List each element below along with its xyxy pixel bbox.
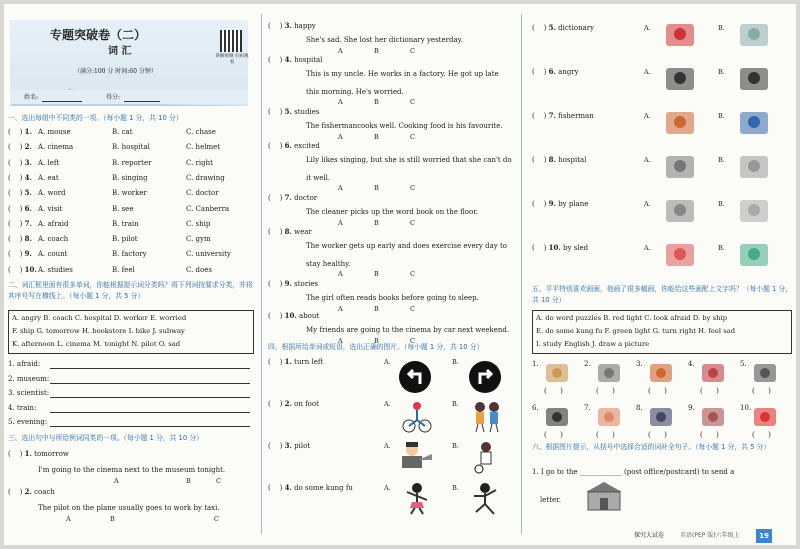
answer-blank[interactable]: ( ) bbox=[544, 431, 563, 439]
question-text: pilot bbox=[294, 442, 311, 450]
question-row bbox=[8, 143, 32, 152]
answer-blank[interactable]: ( ) bbox=[648, 387, 667, 395]
word-box-line: E. do some kung fu F. green light G. turn right H. feel sad bbox=[536, 327, 736, 335]
question-sentence: The fishermancooks well. Cooking food is his favourite. bbox=[306, 122, 503, 130]
question-row bbox=[8, 174, 32, 183]
option-marker: C bbox=[410, 305, 415, 313]
question-row: ( ) 1. tomorrow bbox=[8, 449, 69, 458]
page-number: 19 bbox=[756, 529, 772, 543]
keyword: studies bbox=[294, 108, 320, 116]
qr-code-icon[interactable] bbox=[220, 30, 242, 52]
question-sentence: The cleaner picks up the word book on the floor. bbox=[306, 208, 479, 216]
factory-icon[interactable] bbox=[662, 150, 698, 182]
option-c[interactable]: C. does bbox=[186, 265, 212, 274]
classification-prompt: 5. evening: bbox=[8, 418, 48, 426]
answer-blank[interactable]: ( ) bbox=[532, 68, 547, 76]
picture-number: 3. bbox=[636, 360, 643, 368]
qr-caption: 讲解视频 扫码观看 bbox=[215, 54, 249, 65]
drawing-picture-icon bbox=[648, 362, 674, 384]
question-text: on foot bbox=[294, 400, 319, 408]
answer-blank[interactable]: ( ) bbox=[532, 200, 547, 208]
option-marker: B bbox=[374, 184, 379, 192]
option-marker: A. bbox=[644, 24, 651, 32]
picture-number: 7. bbox=[584, 404, 591, 412]
question-number: 3. bbox=[24, 157, 32, 167]
question-text: do some kung fu bbox=[294, 484, 353, 492]
girl-dancing-icon[interactable] bbox=[402, 482, 432, 518]
question-number: 3. bbox=[284, 21, 292, 30]
option-marker: B bbox=[374, 47, 379, 55]
question-number: 4. bbox=[24, 172, 32, 182]
keyword: excited bbox=[294, 142, 320, 150]
question-text: turn left bbox=[294, 358, 324, 366]
question-number: 7. bbox=[548, 111, 556, 120]
word-box-line: A. do word puzzles B. red light C. look afraid D. by ship bbox=[536, 314, 728, 322]
option-marker: A. bbox=[644, 68, 651, 76]
turn-left-sign-icon[interactable] bbox=[398, 360, 432, 394]
option-marker: C bbox=[410, 98, 415, 106]
classification-prompt: 1. afraid: bbox=[8, 360, 41, 368]
answer-blank[interactable]: ( ) bbox=[532, 244, 547, 252]
question-sentence: This is my uncle. He works in a factory. He got up late bbox=[306, 70, 499, 78]
option-b[interactable]: B. cat bbox=[112, 128, 133, 136]
picture-number: 10. bbox=[740, 404, 752, 412]
option-marker: B. bbox=[718, 112, 725, 120]
question-row: ( ) 2. coach bbox=[8, 487, 55, 496]
option-b[interactable]: B. reporter bbox=[112, 158, 152, 167]
question-row bbox=[8, 128, 32, 137]
name-score-bar bbox=[10, 90, 248, 104]
angry-face-icon[interactable] bbox=[662, 62, 698, 94]
question-number: 5. bbox=[548, 23, 556, 32]
option-a[interactable]: A. word bbox=[38, 189, 66, 198]
answer-blank[interactable]: ( ) bbox=[268, 56, 283, 64]
drawing-picture-icon bbox=[648, 406, 674, 428]
post-office-icon bbox=[582, 480, 626, 512]
question-row bbox=[8, 205, 32, 214]
option-a[interactable]: A. coach bbox=[38, 235, 69, 244]
question-row bbox=[8, 250, 32, 259]
word-box-line: K. afternoon L. cinema M. tonight N. pilot O. sad bbox=[12, 340, 181, 348]
option-a[interactable]: A. mouse bbox=[38, 128, 71, 136]
option-marker: B bbox=[374, 219, 379, 227]
question-number: 6. bbox=[24, 203, 32, 213]
option-b[interactable]: B. singing bbox=[112, 173, 148, 182]
option-marker: B bbox=[374, 305, 379, 313]
column-divider bbox=[521, 14, 522, 534]
answer-blank[interactable]: ( ) bbox=[532, 156, 547, 164]
question-row bbox=[268, 312, 319, 321]
answer-blank[interactable]: ( ) bbox=[8, 128, 23, 136]
answer-blank[interactable]: ( ) bbox=[8, 158, 23, 167]
drawing-picture-icon bbox=[700, 362, 726, 384]
option-marker: C bbox=[410, 47, 415, 55]
picture-number: 4. bbox=[688, 360, 695, 368]
answer-blank[interactable]: ( ) bbox=[596, 387, 615, 395]
drawing-picture-icon bbox=[752, 362, 778, 384]
score-info: （满分:100 分 时间:60 分钟） bbox=[74, 68, 157, 75]
option-marker: A. bbox=[644, 244, 651, 252]
answer-blank[interactable]: ( ) bbox=[268, 228, 283, 236]
question-row: ( ) 1. turn left bbox=[268, 357, 324, 366]
question-number: 3. bbox=[284, 441, 292, 450]
answer-blank[interactable]: ( ) bbox=[596, 431, 615, 439]
question-row bbox=[532, 244, 588, 253]
question-row bbox=[532, 68, 579, 77]
question-number: 1. bbox=[24, 449, 32, 458]
pilot-icon[interactable] bbox=[400, 440, 434, 472]
section-1-title: 一、选出每组中不同类的一项。（每小题 1 分，共 10 分） bbox=[8, 114, 183, 122]
column-divider bbox=[261, 14, 262, 534]
question-row bbox=[8, 220, 32, 229]
turn-right-sign-icon[interactable] bbox=[468, 360, 502, 394]
option-b[interactable]: B. hospital bbox=[112, 143, 150, 152]
question-row bbox=[268, 142, 320, 151]
option-marker: B. bbox=[718, 244, 725, 252]
question-sentence-cont: stay healthy. bbox=[306, 260, 351, 268]
option-c[interactable]: C. ship bbox=[186, 219, 211, 228]
question-row: ( ) 3. pilot bbox=[268, 441, 311, 450]
option-marker: B. bbox=[718, 68, 725, 76]
question-sentence: The worker gets up early and does exercise every day to bbox=[306, 242, 507, 250]
question-text: by sled bbox=[563, 244, 589, 252]
answer-blank[interactable]: ( ) bbox=[268, 312, 283, 320]
option-c[interactable]: C. chase bbox=[186, 128, 216, 136]
keyword: doctor bbox=[294, 194, 318, 202]
section-2-title: 二、词汇框里面有很多单词，你能根据提示词分类吗？将下列词按要求分类，并将其序号写在横线上。（每小题 1 分，共 5 分） bbox=[8, 281, 253, 300]
picture-number: 2. bbox=[584, 360, 591, 368]
drawing-picture-icon bbox=[752, 406, 778, 428]
answer-blank[interactable]: ( ) bbox=[8, 219, 23, 228]
answer-line[interactable] bbox=[50, 368, 250, 369]
column-1: 专题突破卷（二） 词 汇 （满分:100 分 时间:60 分钟） 讲解视频 扫码观看 姓名: 得分: 一、选出每组中不同类的一项。（每小题 1 分，共 10 分） ( ) 1. A. mouse B. cat C. chase ( ) 2. A. cinema B. hospital C. helmet ( ) 3. A. left B. reporter C. right ( ) 4. A. eat B. singing C. drawing ( ) 5. A. word B. worker C. doctor ( ) 6. A. visit B. see C. Canberra ( ) 7. A. afraid B. train C. ship ( ) 8. A. coach B. pilot C. gym ( ) 9. A. count B. factory C. university ( ) 10. A. studies B. feel C. does 二、词汇框里面有很多单词，你能根据提示词分类吗？将下列词按要求分类，并将其序号写在横线上。（每小题 1 分，共 5 分） A. angry B. coach C. hospital D. worker E. worried F. ship G. tomorrow H. bookstore I. bike J. subway K. afternoon L. cinema M. tonight N. pilot O. sad 1. afraid: 2. museum: 3. scientist: 4. train: 5. evening: 三、选出句中与所给例词同类的一项。（每小题 1 分，共 10 分） ( ) 1. tomorrow I'm going to the cinema next to the museum tonight. A B C ( ) 2. coach The pilot on the plane usually goes to work by taxi. A B C bbox=[4, 4, 258, 545]
picture-number: 9. bbox=[688, 404, 695, 412]
drawing-picture-icon bbox=[596, 362, 622, 384]
option-c[interactable]: C. university bbox=[186, 250, 231, 259]
picture-number: 5. bbox=[740, 360, 747, 368]
option-marker: C bbox=[410, 270, 415, 278]
keyword: about bbox=[299, 312, 320, 320]
option-c[interactable]: C. doctor bbox=[186, 189, 219, 198]
keyword: happy bbox=[294, 22, 316, 30]
question-number: 2. bbox=[24, 487, 32, 496]
answer-blank[interactable]: ( ) bbox=[752, 387, 771, 395]
option-a[interactable]: A. eat bbox=[38, 173, 59, 182]
section-5-title: 五、平平特别喜欢画画，他画了很多幅画，你能给这些画配上文字吗？（每小题 1 分，共 10 分） bbox=[532, 285, 793, 304]
option-marker: B bbox=[374, 337, 379, 345]
answer-blank[interactable]: ( ) bbox=[700, 387, 719, 395]
score-field[interactable] bbox=[124, 101, 160, 102]
question-row bbox=[532, 200, 588, 209]
question-number: 5. bbox=[284, 107, 292, 116]
question-text: angry bbox=[558, 68, 579, 76]
drawing-picture-icon bbox=[544, 406, 570, 428]
drawing-picture-icon bbox=[700, 406, 726, 428]
section-4-title: 四、根据所给单词或短语，选出正确的图片。（每小题 1 分，共 10 分） bbox=[268, 343, 484, 351]
question-row bbox=[268, 56, 322, 65]
option-c[interactable]: C. right bbox=[186, 158, 213, 167]
question-sentence: She's sad. She lost her dictionary yesterday. bbox=[306, 36, 463, 44]
cyclist-icon[interactable] bbox=[402, 400, 432, 434]
question-row bbox=[8, 266, 37, 275]
option-b[interactable]: B. worker bbox=[112, 189, 147, 198]
option-marker: B bbox=[374, 98, 379, 106]
football-coach-icon[interactable] bbox=[470, 440, 502, 474]
picture-number: 6. bbox=[532, 404, 539, 412]
question-text: by plane bbox=[558, 200, 589, 208]
question-number: 10. bbox=[284, 311, 297, 320]
word-box-section2 bbox=[8, 310, 254, 354]
answer-blank[interactable]: ( ) bbox=[532, 24, 547, 32]
answer-blank[interactable]: ( ) bbox=[8, 204, 23, 213]
option-marker: B. bbox=[718, 156, 725, 164]
question-number: 2. bbox=[284, 399, 292, 408]
answer-blank[interactable]: ( ) bbox=[648, 431, 667, 439]
question-number: 2. bbox=[24, 142, 32, 152]
question-number: 4. bbox=[284, 55, 292, 64]
dictionary-book-icon[interactable] bbox=[662, 18, 698, 50]
option-marker: A. bbox=[644, 156, 651, 164]
picture-number: 1. bbox=[532, 360, 539, 368]
option-b[interactable]: B. see bbox=[112, 204, 134, 213]
option-b[interactable]: B. factory bbox=[112, 250, 147, 259]
keyword: tomorrow bbox=[34, 450, 69, 458]
answer-line[interactable] bbox=[50, 412, 250, 413]
question-number: 10. bbox=[548, 243, 561, 252]
question-row bbox=[8, 159, 32, 168]
question-number: 8. bbox=[548, 155, 556, 164]
question-number: 9. bbox=[284, 279, 292, 288]
question-number: 7. bbox=[24, 218, 32, 228]
option-c[interactable]: C. drawing bbox=[186, 173, 225, 182]
question-number: 8. bbox=[24, 234, 32, 244]
question-number: 9. bbox=[548, 199, 556, 208]
question-sentence: My friends are going to the cinema by car next weekend. bbox=[306, 326, 510, 334]
option-c[interactable]: C. Canberra bbox=[186, 204, 230, 213]
answer-blank[interactable]: ( ) bbox=[8, 189, 23, 198]
option-marker: A bbox=[338, 184, 343, 192]
question-row bbox=[532, 24, 594, 33]
fill-in-sentence: 1. I go to the ____________ (post office/postcard) to send a bbox=[532, 468, 735, 476]
word-box-line: I. study English J. draw a picture bbox=[536, 340, 650, 348]
classification-prompt: 4. train: bbox=[8, 403, 37, 412]
cook-icon[interactable] bbox=[662, 106, 698, 138]
question-sentence-cont: this morning. He's worried. bbox=[306, 88, 404, 96]
option-marker: B bbox=[374, 133, 379, 141]
picture-number: 8. bbox=[636, 404, 643, 412]
question-number: 8. bbox=[284, 227, 292, 236]
question-row bbox=[268, 108, 320, 117]
plane-icon[interactable] bbox=[736, 194, 772, 226]
train-icon[interactable] bbox=[662, 194, 698, 226]
answer-blank[interactable]: ( ) bbox=[752, 431, 771, 439]
footer-subject: 英语(PEP 版)六年级上 bbox=[680, 532, 740, 539]
question-row bbox=[532, 112, 594, 121]
exam-subtitle: 词 汇 bbox=[108, 46, 132, 57]
book-stack-icon[interactable] bbox=[736, 18, 772, 50]
option-a[interactable]: A. count bbox=[38, 250, 68, 259]
question-number: 7. bbox=[284, 193, 292, 202]
option-b[interactable]: B. train bbox=[112, 219, 139, 228]
keyword: hospital bbox=[294, 56, 323, 64]
question-sentence: Lily likes singing, but she is still worried that she can't do bbox=[306, 156, 512, 164]
classification-prompt: 2. museum: bbox=[8, 374, 50, 383]
question-sentence: The girl often reads books before going to sleep. bbox=[306, 294, 479, 302]
option-a[interactable]: A. cinema bbox=[38, 143, 74, 152]
option-marker: C bbox=[410, 337, 415, 345]
option-a[interactable]: A. afraid bbox=[38, 219, 69, 228]
keyword: stories bbox=[294, 280, 319, 288]
option-a[interactable]: A. left bbox=[38, 158, 60, 167]
answer-blank[interactable]: ( ) bbox=[544, 387, 563, 395]
question-row bbox=[8, 189, 32, 198]
question-number: 9. bbox=[24, 249, 32, 259]
crying-girl-icon[interactable] bbox=[736, 62, 772, 94]
answer-blank[interactable]: ( ) bbox=[8, 143, 23, 152]
question-row bbox=[268, 280, 318, 289]
option-marker: B. bbox=[718, 200, 725, 208]
question-number: 4. bbox=[284, 483, 292, 492]
kung-fu-boy-icon[interactable] bbox=[470, 482, 500, 518]
question-number: 5. bbox=[24, 188, 32, 198]
option-marker: A bbox=[338, 270, 343, 278]
keyword: wear bbox=[294, 228, 312, 236]
question-text: dictionary bbox=[558, 24, 595, 32]
option-marker: C bbox=[410, 219, 415, 227]
question-row bbox=[8, 235, 32, 244]
option-b[interactable]: B. feel bbox=[112, 265, 135, 274]
answer-blank[interactable]: ( ) bbox=[268, 280, 283, 288]
name-label: 姓名: bbox=[24, 94, 39, 101]
classification-prompt: 3. scientist: bbox=[8, 389, 50, 397]
question-row bbox=[532, 156, 586, 165]
question-row bbox=[268, 22, 316, 31]
children-walking-icon[interactable] bbox=[470, 400, 504, 434]
column-2: ( ) 3. happy She's sad. She lost her dictionary yesterday. A B C ( ) 4. hospital This is my uncle. He works in a factory. He got up late this morning. He's worried. A B C ( ) 5. studies The fishermancooks well. Cooking food is his favourite. A B C ( ) 6. excited Lily likes singing, but she is still worried that she can't do it well. A B C ( ) 7. doctor The cleaner picks up the word book on the floor. A B C ( ) 8. wear The worker gets up early and does exercise every day to stay healthy. A B C ( ) 9. stories The girl often reads books before going to sleep. A B C ( ) 10. about My friends are going to the cinema by car next weekend. A B C 四、根据所给单词或短语，选出正确的图片。（每小题 1 分，共 10 分） ( ) 1. turn left A. B. ( ) 2. on foot A. B. ( ) 3. pilot A. B. ( ) 4. do some kung fu A. B. bbox=[264, 4, 518, 545]
option-marker: A bbox=[338, 337, 343, 345]
answer-blank[interactable]: ( ) bbox=[8, 173, 23, 182]
answer-blank[interactable]: ( ) bbox=[268, 108, 283, 116]
answer-blank[interactable]: ( ) bbox=[8, 250, 23, 259]
fisherman-icon[interactable] bbox=[736, 106, 772, 138]
keyword: coach bbox=[34, 488, 55, 496]
question-row: ( ) 2. on foot bbox=[268, 399, 319, 408]
question-text: fisherman bbox=[558, 112, 594, 120]
question-sentence-cont: it well. bbox=[306, 174, 331, 182]
drawing-picture-icon bbox=[596, 406, 622, 428]
option-marker: A bbox=[338, 98, 343, 106]
question-row bbox=[268, 228, 312, 237]
exam-sheet bbox=[4, 4, 796, 545]
option-marker: C bbox=[410, 133, 415, 141]
option-marker: C bbox=[410, 184, 415, 192]
option-marker: A bbox=[338, 47, 343, 55]
score-label: 得分: bbox=[106, 94, 121, 101]
answer-blank[interactable]: ( ) bbox=[8, 265, 23, 274]
question-row: ( ) 4. do some kung fu bbox=[268, 483, 353, 492]
option-b[interactable]: B. pilot bbox=[112, 235, 138, 244]
option-marker: A bbox=[338, 133, 343, 141]
word-box-line: F. ship G. tomorrow H. bookstore I. bike J. subway bbox=[12, 327, 185, 335]
answer-blank[interactable]: ( ) bbox=[268, 194, 283, 202]
word-box-line: A. angry B. coach C. hospital D. worker E. worried bbox=[12, 314, 187, 322]
question-row bbox=[268, 194, 317, 203]
answer-blank[interactable]: ( ) bbox=[268, 22, 283, 30]
word-box-section5 bbox=[532, 310, 792, 354]
option-c[interactable]: C. helmet bbox=[186, 143, 221, 152]
question-number: 1. bbox=[24, 127, 32, 136]
bike-girl-icon[interactable] bbox=[736, 238, 772, 270]
section-3-title: 三、选出句中与所给例词同类的一项。（每小题 1 分，共 10 分） bbox=[8, 434, 203, 442]
answer-line[interactable] bbox=[50, 426, 250, 427]
answer-blank[interactable]: ( ) bbox=[532, 112, 547, 120]
question-number: 6. bbox=[548, 67, 556, 76]
option-marker: B bbox=[374, 270, 379, 278]
question-number: 1. bbox=[284, 357, 292, 366]
option-a[interactable]: A. visit bbox=[38, 204, 63, 213]
answer-line[interactable] bbox=[50, 397, 250, 398]
question-number: 10. bbox=[24, 264, 37, 274]
section-6-title: 六、根据图片提示，从括号中选择合适的词补全句子。（每小题 1 分，共 5 分） bbox=[532, 443, 771, 451]
option-marker: B. bbox=[718, 24, 725, 32]
answer-blank[interactable]: ( ) bbox=[8, 235, 23, 244]
column-3 bbox=[524, 4, 794, 545]
fill-in-sentence-cont: letter. bbox=[540, 496, 561, 504]
hospital-building-icon[interactable] bbox=[736, 150, 772, 182]
footer-brand: 探究大试卷 bbox=[634, 532, 665, 539]
option-marker: A bbox=[338, 219, 343, 227]
option-a[interactable]: A. studies bbox=[38, 265, 73, 274]
drawing-picture-icon bbox=[544, 362, 570, 384]
question-sentence: I'm going to the cinema next to the museum tonight. bbox=[38, 466, 226, 474]
answer-line[interactable] bbox=[50, 383, 250, 384]
answer-blank[interactable]: ( ) bbox=[268, 142, 283, 150]
exam-title: 专题突破卷（二） bbox=[50, 28, 147, 42]
option-marker: A. bbox=[644, 200, 651, 208]
option-marker: A bbox=[338, 305, 343, 313]
question-number: 6. bbox=[284, 141, 292, 150]
sled-kids-icon[interactable] bbox=[662, 238, 698, 270]
name-field[interactable] bbox=[42, 101, 82, 102]
answer-blank[interactable]: ( ) bbox=[700, 431, 719, 439]
option-c[interactable]: C. gym bbox=[186, 235, 211, 244]
question-sentence: The pilot on the plane usually goes to work by taxi. bbox=[38, 504, 220, 512]
option-marker: A. bbox=[644, 112, 651, 120]
question-text: hospital bbox=[558, 156, 587, 164]
